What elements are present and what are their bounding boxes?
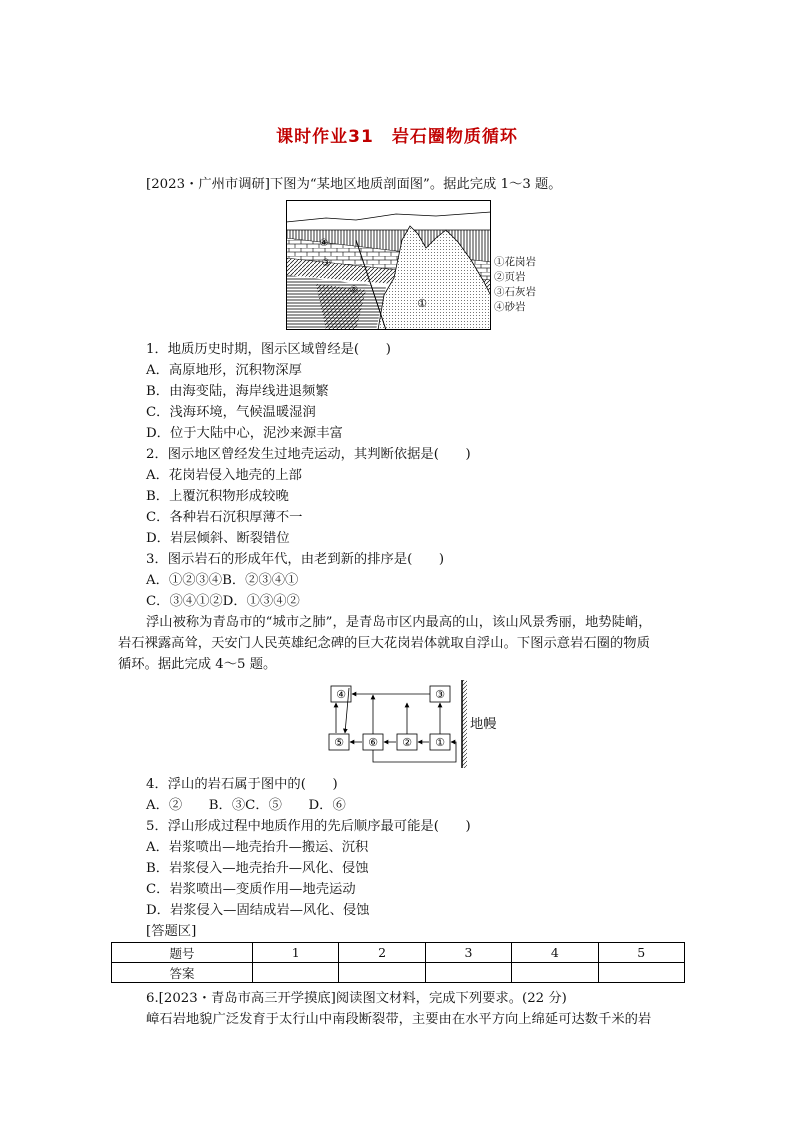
q1-stem: 1．地质历史时期，图示区域曾经是( ) (146, 342, 391, 357)
box-label-4: ④ (336, 688, 346, 701)
legend-granite: ①花岗岩 (494, 256, 536, 268)
q2-option-d: D．岩层倾斜、断裂错位 (146, 531, 290, 546)
q5-option-d: D．岩浆侵入—固结成岩—风化、侵蚀 (146, 903, 370, 918)
answer-cell-4[interactable] (512, 963, 598, 983)
answer-cell-1[interactable] (253, 963, 339, 983)
mantle-label: 地幔 (470, 717, 497, 732)
answer-cell-3[interactable] (425, 963, 511, 983)
q4-5-intro-line1: 浮山被称为青岛市的“城市之肺”，是青岛市区内最高的山，该山风景秀丽，地势陡峭， (146, 615, 652, 630)
geologic-section-figure (286, 200, 491, 330)
q5-option-b: B．岩浆侵入—地壳抬升—风化、侵蚀 (146, 861, 369, 876)
q4-stem: 4．浮山的岩石属于图中的( ) (146, 777, 338, 792)
answer-table-header-number: 题号 (112, 943, 253, 963)
label-limestone: ③ (321, 258, 331, 269)
answer-table-row-numbers (112, 943, 685, 963)
q5-option-c: C．岩浆喷出—变质作用—地壳运动 (146, 882, 356, 897)
legend-sandstone: ④砂岩 (494, 301, 526, 313)
q2-option-c: C．各种岩石沉积厚薄不一 (146, 510, 303, 525)
q3-options-ab: A．①②③④B．②③④① (146, 573, 299, 588)
q1-option-a: A．高原地形，沉积物深厚 (146, 363, 302, 378)
box-label-5: ⑤ (334, 736, 344, 749)
q3-stem: 3．图示岩石的形成年代，由老到新的排序是( ) (146, 552, 445, 567)
q4-5-intro-line3: 循环。据此完成 4～5 题。 (118, 657, 277, 672)
answer-table-number: 5 (598, 943, 684, 963)
q6-passage: 嶂石岩地貌广泛发育于太行山中南段断裂带，主要由在水平方向上绵延可达数千米的岩 (146, 1012, 652, 1027)
answer-cell-5[interactable] (598, 963, 684, 983)
legend-limestone: ③石灰岩 (494, 286, 536, 298)
page-title: 课时作业31 岩石圈物质循环 (276, 127, 518, 147)
answer-table-number: 3 (425, 943, 511, 963)
q4-options: A．② B．③C．⑤ D．⑥ (146, 798, 346, 813)
q5-stem: 5．浮山形成过程中地质作用的先后顺序最可能是( ) (146, 819, 471, 834)
answer-area-label: [答题区] (146, 924, 197, 939)
q5-option-a: A．岩浆喷出—地壳抬升—搬运、沉积 (146, 840, 369, 855)
q4-5-intro-line2: 岩石裸露高耸，天安门人民英雄纪念碑的巨大花岗岩体就取自浮山。下图示意岩石圈的物质 (118, 636, 650, 651)
answer-table-number: 2 (339, 943, 425, 963)
rock-cycle-figure (326, 678, 486, 770)
q1-option-b: B．由海变陆，海岸线进退频繁 (146, 384, 329, 399)
q3-options-cd: C．③④①②D．①③④② (146, 594, 300, 609)
box-label-3: ③ (435, 688, 445, 701)
legend-shale: ②页岩 (494, 271, 526, 283)
answer-table (111, 942, 685, 983)
label-granite: ① (417, 297, 427, 310)
answer-cell-2[interactable] (339, 963, 425, 983)
q2-option-b: B．上覆沉积物形成较晚 (146, 489, 289, 504)
answer-table-number: 1 (253, 943, 339, 963)
q1-option-c: C．浅海环境，气候温暖湿润 (146, 405, 316, 420)
answer-table-row-answers (112, 963, 685, 983)
label-sandstone: ④ (319, 238, 329, 249)
box-label-1: ① (435, 736, 445, 749)
q1-option-d: D．位于大陆中心，泥沙来源丰富 (146, 426, 343, 441)
q1-3-intro: [2023・广州市调研]下图为“某地区地质剖面图”。据此完成 1～3 题。 (146, 177, 562, 192)
box-label-6: ⑥ (368, 736, 378, 749)
q6-stem: 6.[2023・青岛市高三开学摸底]阅读图文材料，完成下列要求。(22 分) (146, 991, 567, 1006)
label-shale: ② (349, 285, 359, 296)
q2-stem: 2．图示地区曾经发生过地壳运动，其判断依据是( ) (146, 447, 471, 462)
q2-option-a: A．花岗岩侵入地壳的上部 (146, 468, 302, 483)
answer-table-number: 4 (512, 943, 598, 963)
answer-table-header-answer: 答案 (112, 963, 253, 983)
box-label-2: ② (402, 736, 412, 749)
